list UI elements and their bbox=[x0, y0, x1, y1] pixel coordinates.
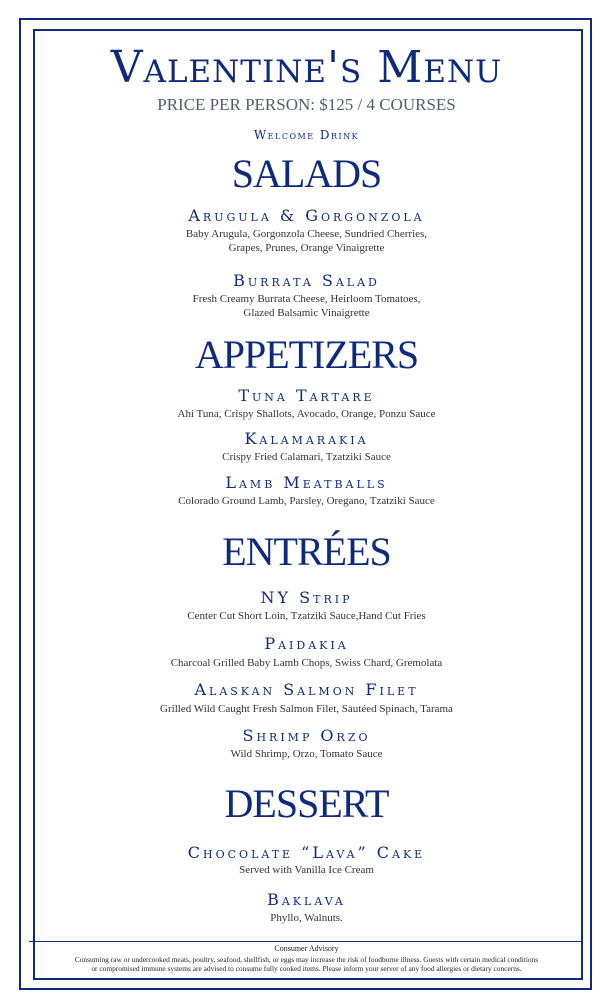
menu-item-desc: Grilled Wild Caught Fresh Salmon Filet, Sautéed Spinach, Tarama bbox=[160, 703, 453, 715]
menu-item-desc: Wild Shrimp, Orzo, Tomato Sauce bbox=[230, 748, 383, 760]
menu-item-name: Chocolate “Lava” Cake bbox=[187, 843, 426, 862]
menu-item-name: Tuna Tartare bbox=[238, 386, 375, 405]
menu-item-desc: Charcoal Grilled Baby Lamb Chops, Swiss Chard, Gremolata bbox=[170, 657, 443, 669]
advisory-title: Consumer Advisory bbox=[274, 944, 339, 953]
menu-item-name: Baklava bbox=[267, 890, 346, 909]
section-heading-salads: SALADS bbox=[231, 151, 382, 196]
price-line: PRICE PER PERSON: $125 / 4 COURSES bbox=[157, 95, 456, 114]
menu-item-desc: Glazed Balsamic Vinaigrette bbox=[243, 307, 370, 319]
menu-item-desc: Phyllo, Walnuts. bbox=[270, 912, 343, 924]
advisory-text: or compromised immune systems are advised to consume fully cooked items. Please inform your server of any food allergies or dietary concerns. bbox=[91, 964, 522, 973]
menu-item-name: Arugula & Gorgonzola bbox=[188, 206, 425, 225]
menu-title: Valentine's Menu bbox=[110, 42, 503, 93]
menu-item-desc: Fresh Creamy Burrata Cheese, Heirloom Tomatoes, bbox=[192, 293, 421, 305]
menu-item-name: Lamb Meatballs bbox=[225, 473, 388, 492]
menu-item-name: Shrimp Orzo bbox=[242, 726, 371, 745]
menu-item-name: Kalamarakia bbox=[244, 429, 369, 448]
advisory-text: Consuming raw or undercooked meats, poultry, seafood, shellfish, or eggs may increase the risk of foodborne illness. Guests with certain medical conditions bbox=[74, 955, 539, 964]
menu-item-name: Paidakia bbox=[264, 634, 349, 653]
menu-item-desc: Colorado Ground Lamb, Parsley, Oregano, Tzatziki Sauce bbox=[178, 495, 435, 507]
menu-item-desc: Ahi Tuna, Crispy Shallots, Avocado, Orange, Ponzu Sauce bbox=[177, 408, 436, 420]
menu-item-desc: Grapes, Prunes, Orange Vinaigrette bbox=[228, 242, 385, 254]
menu-item-desc: Crispy Fried Calamari, Tzatziki Sauce bbox=[222, 451, 391, 463]
section-heading-dessert: DESSERT bbox=[224, 781, 389, 826]
section-heading-appetizers: APPETIZERS bbox=[194, 332, 419, 377]
menu-item-name: Burrata Salad bbox=[233, 271, 380, 290]
menu-item-desc: Center Cut Short Loin, Tzatziki Sauce,Hand Cut Fries bbox=[187, 610, 426, 622]
section-heading-entrees: ENTRÉES bbox=[222, 529, 391, 574]
advisory-divider bbox=[29, 941, 583, 942]
welcome-drink: Welcome Drink bbox=[253, 128, 360, 142]
menu-item-name: NY Strip bbox=[260, 588, 353, 607]
menu-item-desc: Baby Arugula, Gorgonzola Cheese, Sundried Cherries, bbox=[185, 228, 428, 240]
menu-item-name: Alaskan Salmon Filet bbox=[194, 680, 419, 699]
menu-item-desc: Served with Vanilla Ice Cream bbox=[239, 864, 374, 876]
